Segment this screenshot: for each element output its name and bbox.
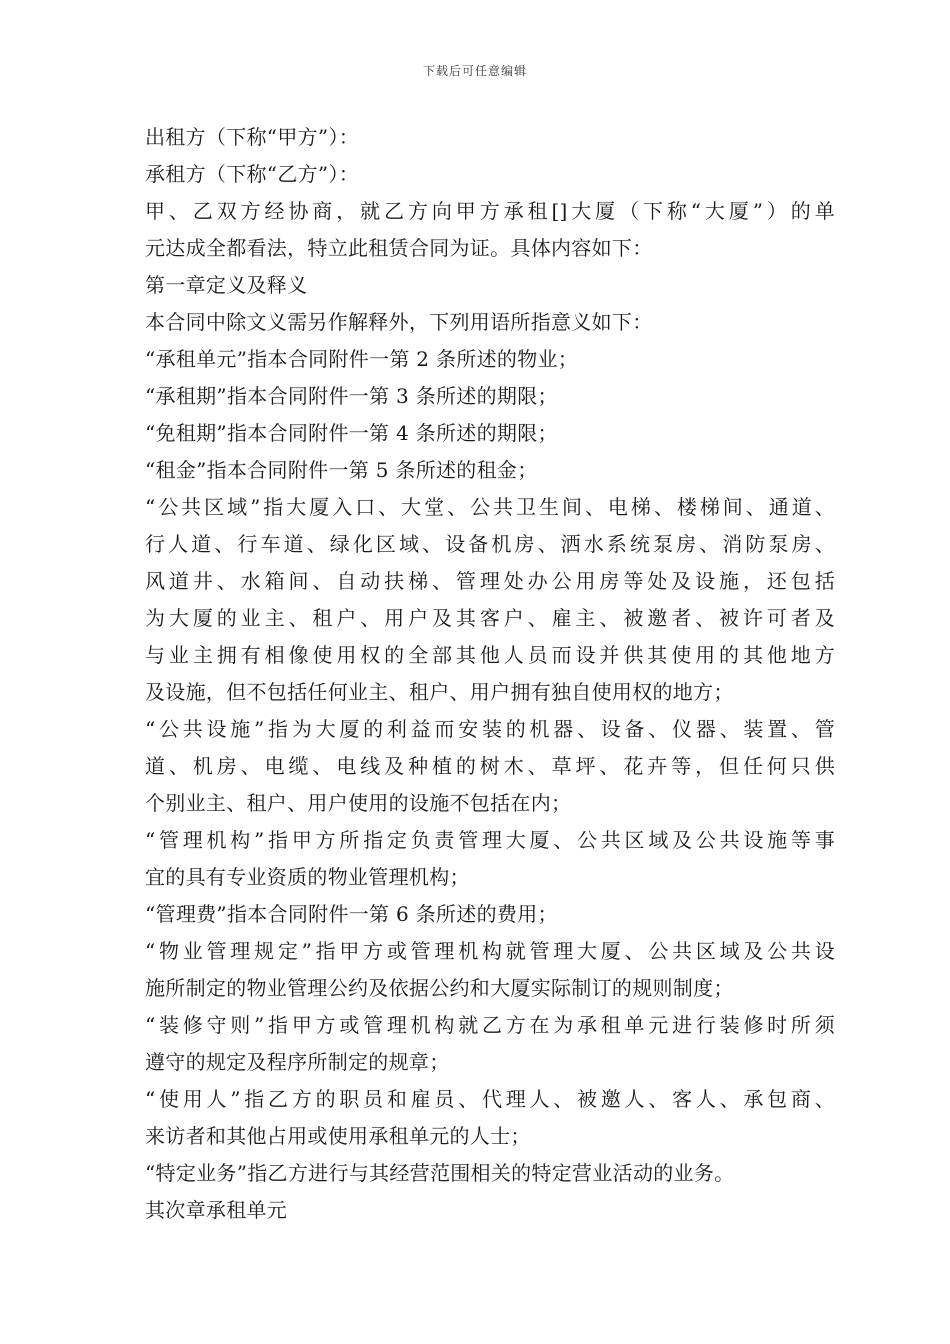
document-line: 其次章承租单元 — [145, 1198, 288, 1222]
document-line: “物业管理规定”指甲方或管理机构就管理大厦、公共区域及公共设 — [145, 939, 835, 963]
document-line: 甲、乙双方经协商，就乙方向甲方承租[]大厦（下称“大厦”）的单 — [145, 199, 835, 223]
document-line: 行人道、行车道、绿化区域、设备机房、洒水系统泵房、消防泵房、 — [145, 532, 835, 556]
document-body — [145, 119, 835, 1229]
document-line: 本合同中除文义需另作解释外，下列用语所指意义如下： — [145, 310, 653, 334]
document-line: 元达成全都看法，特立此租赁合同为证。具体内容如下： — [145, 236, 653, 260]
document-line: “承租期”指本合同附件一第 3 条所述的期限； — [145, 384, 558, 408]
document-line: “承租单元”指本合同附件一第 2 条所述的物业； — [145, 347, 579, 371]
header-note: 下载后可任意编辑 — [422, 64, 527, 78]
document-line: 遵守的规定及程序所制定的规章； — [145, 1050, 450, 1074]
document-line: “公共设施”指为大厦的利益而安装的机器、设备、仪器、装置、管 — [145, 717, 835, 741]
document-line: 第一章定义及释义 — [145, 273, 308, 297]
document-line: “管理费”指本合同附件一第 6 条所述的费用； — [145, 902, 558, 926]
document-line: “免租期”指本合同附件一第 4 条所述的期限； — [145, 421, 558, 445]
document-line: “租金”指本合同附件一第 5 条所述的租金； — [145, 458, 538, 482]
document-line: “使用人”指乙方的职员和雇员、代理人、被邀人、客人、承包商、 — [145, 1087, 835, 1111]
document-line: “装修守则”指甲方或管理机构就乙方在为承租单元进行装修时所须 — [145, 1013, 835, 1037]
document-line: 来访者和其他占用或使用承租单元的人士； — [145, 1124, 531, 1148]
document-line: 施所制定的物业管理公约及依据公约和大厦实际制订的规则制度； — [145, 976, 734, 1000]
document-line: 道、机房、电缆、电线及种植的树木、草坪、花卉等，但任何只供 — [145, 754, 835, 778]
document-line: 为大厦的业主、租户、用户及其客户、雇主、被邀者、被许可者及 — [145, 606, 835, 630]
document-line: 出租方（下称“甲方”）： — [145, 125, 360, 149]
document-line: 承租方（下称“乙方”）： — [145, 162, 360, 186]
document-line: 风道井、水箱间、自动扶梯、管理处办公用房等处及设施，还包括 — [145, 569, 835, 593]
document-line: 及设施，但不包括任何业主、租户、用户拥有独自使用权的地方； — [145, 680, 734, 704]
document-line: “管理机构”指甲方所指定负责管理大厦、公共区域及公共设施等事 — [145, 828, 835, 852]
document-line: “特定业务”指乙方进行与其经营范围相关的特定营业活动的业务。 — [145, 1161, 735, 1185]
document-line: 个别业主、租户、用户使用的设施不包括在内； — [145, 791, 572, 815]
document-line: 宜的具有专业资质的物业管理机构； — [145, 865, 470, 889]
document-line: “公共区域”指大厦入口、大堂、公共卫生间、电梯、楼梯间、通道、 — [145, 495, 835, 519]
document-line: 与业主拥有相像使用权的全部其他人员而设并供其使用的其他地方 — [145, 643, 835, 667]
